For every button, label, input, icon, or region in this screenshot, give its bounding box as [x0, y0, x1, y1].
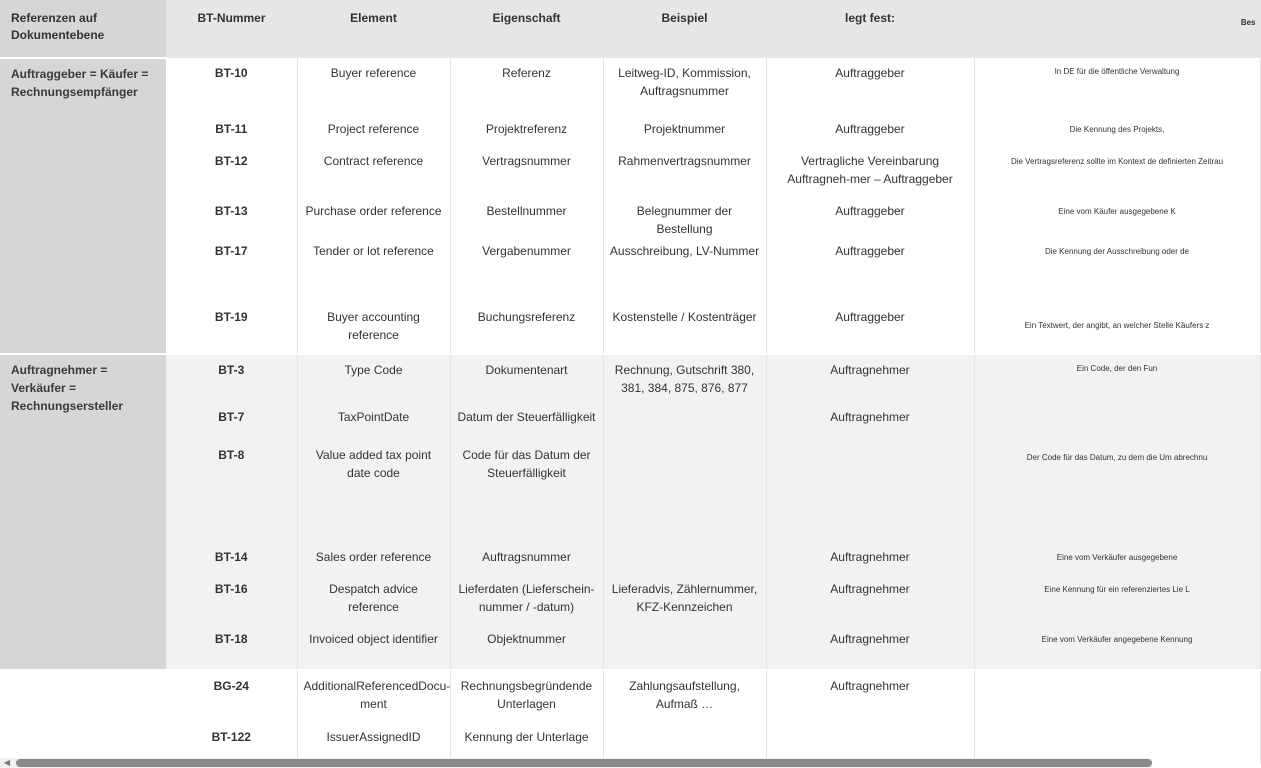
bt-number: BG-24 [166, 670, 297, 724]
header-eigenschaft: Eigenschaft [450, 0, 603, 58]
table-row [0, 576, 1260, 626]
element-cell: Value added tax point date code [297, 436, 450, 544]
eigenschaft-cell: Vergabenummer [450, 238, 603, 304]
scroll-left-arrow-icon[interactable]: ◀ [3, 758, 11, 767]
table-row [0, 148, 1260, 198]
header-legt-fest: legt fest: [766, 0, 974, 58]
beispiel-cell: Projektnummer [603, 116, 766, 148]
bt-number: BT-7 [166, 404, 297, 436]
legt-fest-cell: Auftraggeber [766, 198, 974, 238]
legt-fest-cell [766, 436, 974, 544]
description-cell: Eine Kennung für ein referenziertes Lie L [974, 576, 1260, 626]
legt-fest-cell: Auftragnehmer [766, 354, 974, 404]
horizontal-scrollbar[interactable] [0, 758, 1152, 768]
element-cell: Tender or lot reference [297, 238, 450, 304]
description-cell: In DE für die öffentliche Verwaltung [974, 58, 1260, 116]
eigenschaft-cell: Code für das Datum der Steuerfälligkeit [450, 436, 603, 544]
element-cell: IssuerAssignedID [297, 724, 450, 764]
description-cell: Eine vom Käufer ausgegebene K [974, 198, 1260, 238]
element-cell: Buyer reference [297, 58, 450, 116]
eigenschaft-cell: Referenz [450, 58, 603, 116]
table-row [0, 404, 1260, 436]
beispiel-cell [603, 626, 766, 670]
header-beschreibung: Bes [974, 0, 1260, 58]
eigenschaft-cell: Projektreferenz [450, 116, 603, 148]
description-cell: Ein Textwert, der angibt, an welcher Stelle Käufers z [974, 304, 1260, 354]
bt-number: BT-3 [166, 354, 297, 404]
description-cell [974, 670, 1260, 724]
bt-number: BT-8 [166, 436, 297, 544]
beispiel-cell: Leitweg-ID, Kommission, Auftragsnummer [603, 58, 766, 116]
element-cell: Project reference [297, 116, 450, 148]
element-cell: Type Code [297, 354, 450, 404]
beispiel-cell [603, 404, 766, 436]
element-cell: Despatch advice reference [297, 576, 450, 626]
table-row [0, 544, 1260, 576]
header-element: Element [297, 0, 450, 58]
beispiel-cell: Rechnung, Gutschrift 380, 381, 384, 875, 876, 877 [603, 354, 766, 404]
eigenschaft-cell: Rechnungsbegründende Unterlagen [450, 670, 603, 724]
element-cell: Contract reference [297, 148, 450, 198]
eigenschaft-cell: Bestellnummer [450, 198, 603, 238]
group-label-auftraggeber: Auftraggeber = Käufer = Rechnungsempfänger [0, 58, 166, 354]
beispiel-cell: Ausschreibung, LV-Nummer [603, 238, 766, 304]
description-cell: Der Code für das Datum, zu dem die Um abrechnu [974, 436, 1260, 544]
table-row [0, 354, 1260, 404]
description-cell: Die Kennung der Ausschreibung oder de [974, 238, 1260, 304]
description-cell: Die Vertragsreferenz sollte im Kontext de definierten Zeitrau [974, 148, 1260, 198]
legt-fest-cell: Auftragnehmer [766, 626, 974, 670]
table-row [0, 436, 1260, 544]
table-row [0, 198, 1260, 238]
legt-fest-cell: Auftragnehmer [766, 670, 974, 724]
beispiel-cell [603, 436, 766, 544]
legt-fest-cell: Auftraggeber [766, 238, 974, 304]
eigenschaft-cell: Vertragsnummer [450, 148, 603, 198]
header-referenzen: Referenzen auf Dokumentebene [0, 0, 166, 58]
element-cell: Sales order reference [297, 544, 450, 576]
description-cell: Eine vom Verkäufer ausgegebene [974, 544, 1260, 576]
table-row [0, 670, 1260, 724]
table-row [0, 116, 1260, 148]
element-cell: Invoiced object identifier [297, 626, 450, 670]
beispiel-cell: Belegnummer der Bestellung [603, 198, 766, 238]
group-label-empty [0, 670, 166, 764]
eigenschaft-cell: Lieferdaten (Lieferschein-nummer / -datum) [450, 576, 603, 626]
bt-number: BT-13 [166, 198, 297, 238]
bt-number: BT-11 [166, 116, 297, 148]
description-cell: Ein Code, der den Fun [974, 354, 1260, 404]
eigenschaft-cell: Datum der Steuerfälligkeit [450, 404, 603, 436]
eigenschaft-cell: Objektnummer [450, 626, 603, 670]
bt-number: BT-122 [166, 724, 297, 764]
table-row [0, 304, 1260, 354]
legt-fest-cell: Auftragnehmer [766, 404, 974, 436]
eigenschaft-cell: Dokumentenart [450, 354, 603, 404]
legt-fest-cell: Auftraggeber [766, 116, 974, 148]
bt-number: BT-10 [166, 58, 297, 116]
eigenschaft-cell: Auftragsnummer [450, 544, 603, 576]
eigenschaft-cell: Kennung der Unterlage [450, 724, 603, 764]
beispiel-cell: Kostenstelle / Kostenträger [603, 304, 766, 354]
description-cell: Die Kennung des Projekts, [974, 116, 1260, 148]
bt-number: BT-12 [166, 148, 297, 198]
header-beispiel: Beispiel [603, 0, 766, 58]
element-cell: TaxPointDate [297, 404, 450, 436]
table-row [0, 58, 1260, 116]
description-cell [974, 404, 1260, 436]
header-row [0, 0, 1260, 58]
bt-number: BT-19 [166, 304, 297, 354]
bt-number: BT-16 [166, 576, 297, 626]
beispiel-cell: Rahmenvertragsnummer [603, 148, 766, 198]
bt-number: BT-17 [166, 238, 297, 304]
header-bt-nummer: BT-Nummer [166, 0, 297, 58]
eigenschaft-cell: Buchungsreferenz [450, 304, 603, 354]
legt-fest-cell: Auftragnehmer [766, 544, 974, 576]
beispiel-cell [603, 544, 766, 576]
element-cell: AdditionalReferencedDocu-ment [297, 670, 450, 724]
legt-fest-cell: Vertragliche Vereinbarung Auftragneh-mer – Auftraggeber [766, 148, 974, 198]
scrollbar-thumb[interactable] [16, 759, 1152, 767]
element-cell: Purchase order reference [297, 198, 450, 238]
legt-fest-cell: Auftraggeber [766, 304, 974, 354]
table-row [0, 238, 1260, 304]
group-label-auftragnehmer: Auftragnehmer = Verkäufer = Rechnungsersteller [0, 354, 166, 670]
beispiel-cell: Lieferadvis, Zählernummer, KFZ-Kennzeichen [603, 576, 766, 626]
bt-number: BT-18 [166, 626, 297, 670]
beispiel-cell: Zahlungsaufstellung, Aufmaß … [603, 670, 766, 724]
element-cell: Buyer accounting reference [297, 304, 450, 354]
legt-fest-cell: Auftraggeber [766, 58, 974, 116]
legt-fest-cell: Auftragnehmer [766, 576, 974, 626]
description-cell: Eine vom Verkäufer angegebene Kennung [974, 626, 1260, 670]
bt-number: BT-14 [166, 544, 297, 576]
table-row [0, 626, 1260, 670]
